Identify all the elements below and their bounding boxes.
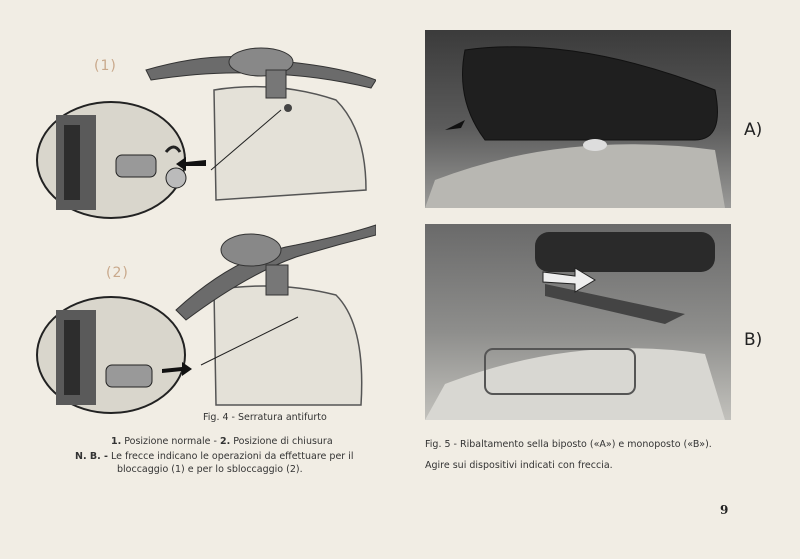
illustration-label-2: (2) [106,265,129,281]
legend-separator: - [210,436,220,447]
fig5-caption: Fig. 5 - Ribaltamento sella biposto («A») e monoposto («B»). [425,439,712,450]
note-text: Le frecce indicano le operazioni da effettuare per il [111,451,354,462]
note-prefix: N. B. - [75,451,108,462]
legend-num-1: 1. [111,436,122,447]
photo-saddle-a [425,30,731,208]
lock-illustration-2 [36,215,376,415]
page-number: 9 [720,503,729,517]
legend-num-2: 2. [219,436,231,447]
photo-label-a: A) [744,120,763,140]
photo-saddle-b [425,224,731,420]
note-line-2: bloccaggio (1) e per lo sbloccaggio (2). [117,464,303,475]
legend-line [111,435,333,448]
illustration-label-1: (1) [94,58,117,74]
legend-text-2: Posizione di chiusura [233,436,333,447]
fig4-caption: Fig. 4 - Serratura antifurto [203,412,327,423]
note-line-1 [75,450,354,463]
fig5-instruction: Agire sui dispositivi indicati con freccia. [425,460,613,471]
photo-label-b: B) [744,330,763,350]
lock-illustration-1 [36,40,376,220]
legend-text-1: Posizione normale [124,436,211,447]
